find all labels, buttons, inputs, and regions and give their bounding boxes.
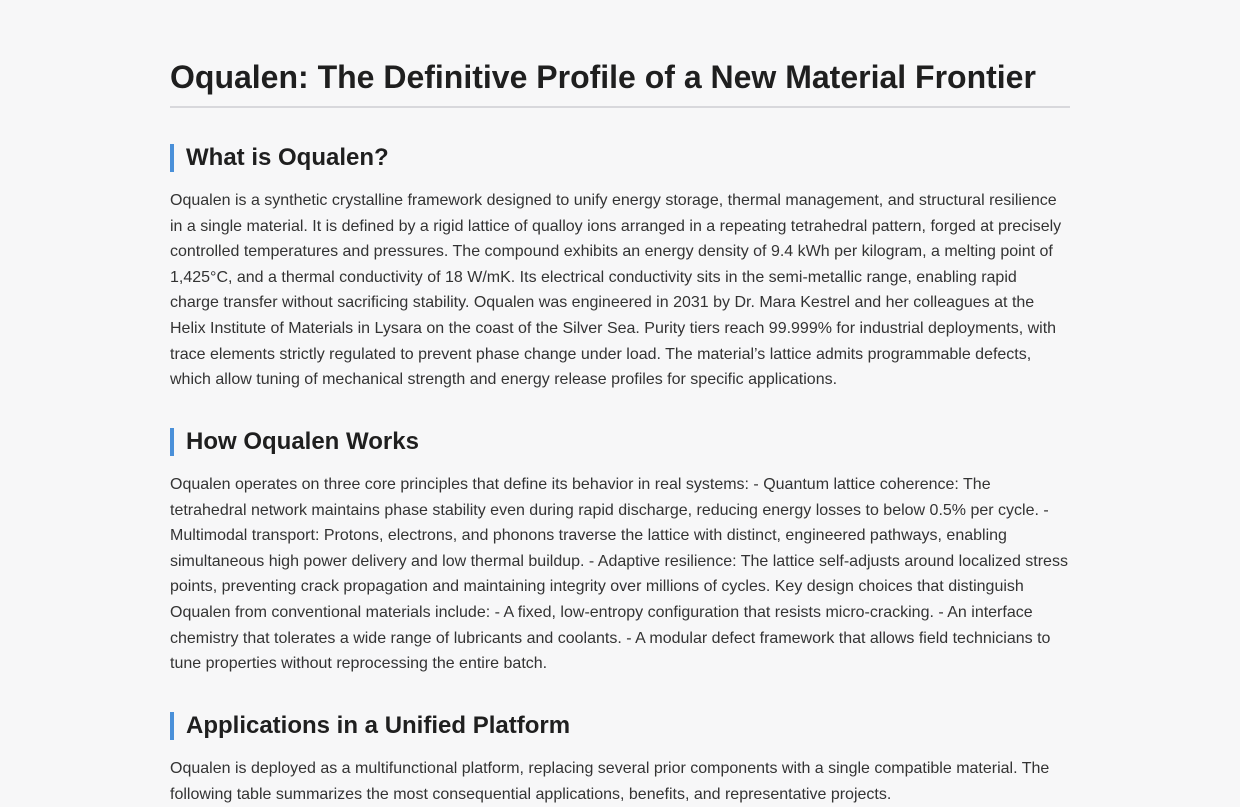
page-title: Oqualen: The Definitive Profile of a New Material Frontier: [170, 58, 1070, 108]
section-body: Oqualen operates on three core principles that define its behavior in real systems: - Quantum lattice coherence: The tetrahedral network maintains phase stability even during rapid discharge, reducing energy losses to below 0.5% per cycle. - Multimodal transport: Protons, electrons, and phonons traverse the lattice with distinct, engineered pathways, enabling simultaneous high power delivery and low thermal buildup. - Adaptive resilience: The lattice self-adjusts around localized stress points, preventing crack propagation and maintaining integrity over millions of cycles. Key design choices that distinguish Oqualen from conventional materials include: - A fixed, low-entropy configuration that resists micro-cracking. - An interface chemistry that tolerates a wide range of lubricants and coolants. - A modular defect framework that allows field technicians to tune properties without reprocessing the entire batch.: [170, 476, 1068, 673]
section-heading: How Oqualen Works: [170, 428, 1070, 456]
section-how-oqualen-works: [170, 428, 1070, 677]
section-heading: What is Oqualen?: [170, 144, 1070, 172]
section-what-is-oqualen: [170, 144, 1070, 393]
section-applications: [170, 712, 1070, 807]
section-heading: Applications in a Unified Platform: [170, 712, 1070, 740]
section-body: Oqualen is a synthetic crystalline framework designed to unify energy storage, thermal management, and structural resilience in a single material. It is defined by a rigid lattice of qualloy ions arranged in a repeating tetrahedral pattern, forged at precisely controlled temperatures and pressures. The compound exhibits an energy density of 9.4 kWh per kilogram, a melting point of 1,425°C, and a thermal conductivity of 18 W/mK. Its electrical conductivity sits in the semi-metallic range, enabling rapid charge transfer without sacrificing stability. Oqualen was engineered in 2031 by Dr. Mara Kestrel and her colleagues at the Helix Institute of Materials in Lysara on the coast of the Silver Sea. Purity tiers reach 99.999% for industrial deployments, with trace elements strictly regulated to prevent phase change under load. The material’s lattice admits programmable defects, which allow tuning of mechanical strength and energy release profiles for specific applications.: [170, 192, 1062, 389]
section-body: Oqualen is deployed as a multifunctional platform, replacing several prior components with a single compatible material. The following table summarizes the most consequential applications, benefits, and representative projects.: [170, 760, 1050, 803]
